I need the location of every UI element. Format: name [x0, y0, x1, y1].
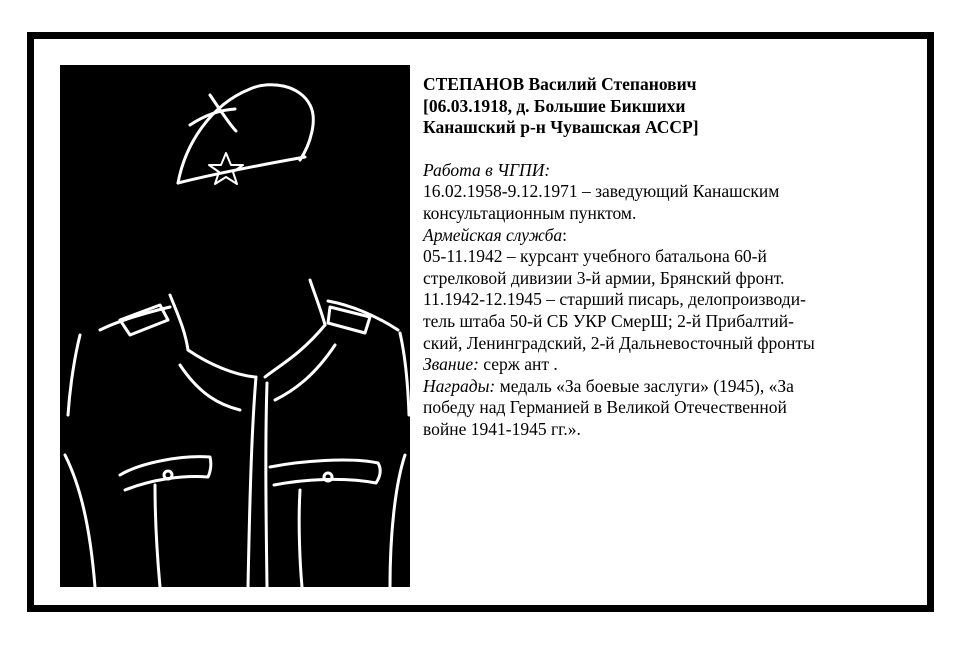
- rank-label: Звание:: [423, 354, 479, 375]
- awards-line-2: победу над Германией в Великой Отечественной: [423, 397, 787, 418]
- soldier-portrait: [60, 65, 410, 587]
- army-line-1: 05-11.1942 – курсант учебного батальона 60-й: [423, 246, 767, 267]
- work-line-2: консультационным пунктом.: [423, 202, 637, 223]
- rank-row: [423, 354, 913, 376]
- army-line-5: ский, Ленинградский, 2-й Дальневосточный фронты: [423, 332, 815, 353]
- work-label: Работа в ЧГПИ:: [423, 159, 551, 180]
- awards-label: Награды:: [423, 375, 496, 396]
- soldier-silhouette-icon: [60, 65, 410, 587]
- army-line-2: стрелковой дивизии 3-й армии, Брянский фронт.: [423, 267, 785, 288]
- person-header: [423, 74, 913, 139]
- army-label-row: [423, 225, 913, 247]
- army-line-4: тель штаба 50-й СБ УКР СмерШ; 2-й Прибалтий-: [423, 310, 794, 331]
- army-label-colon: :: [562, 224, 568, 245]
- army-line-3: 11.1942-12.1945 – старший писарь, делопроизводи-: [423, 289, 806, 310]
- biography-text: [423, 74, 913, 441]
- army-label: Армейская служба: [423, 224, 563, 245]
- awards-row: [423, 376, 913, 398]
- person-birthplace: Канашский р-н Чувашская АССР]: [423, 117, 699, 138]
- rank-value: серж ант .: [478, 354, 558, 375]
- awards-line-3: войне 1941-1945 гг.».: [423, 418, 581, 439]
- work-line-1: 16.02.1958-9.12.1971 – заведующий Канашским: [423, 181, 780, 202]
- awards-first: медаль «За боевые заслуги» (1945), «За: [495, 375, 794, 396]
- person-name: СТЕПАНОВ Василий Степанович: [423, 74, 697, 94]
- person-birth: [06.03.1918, д. Большие Бикшихи: [423, 95, 686, 116]
